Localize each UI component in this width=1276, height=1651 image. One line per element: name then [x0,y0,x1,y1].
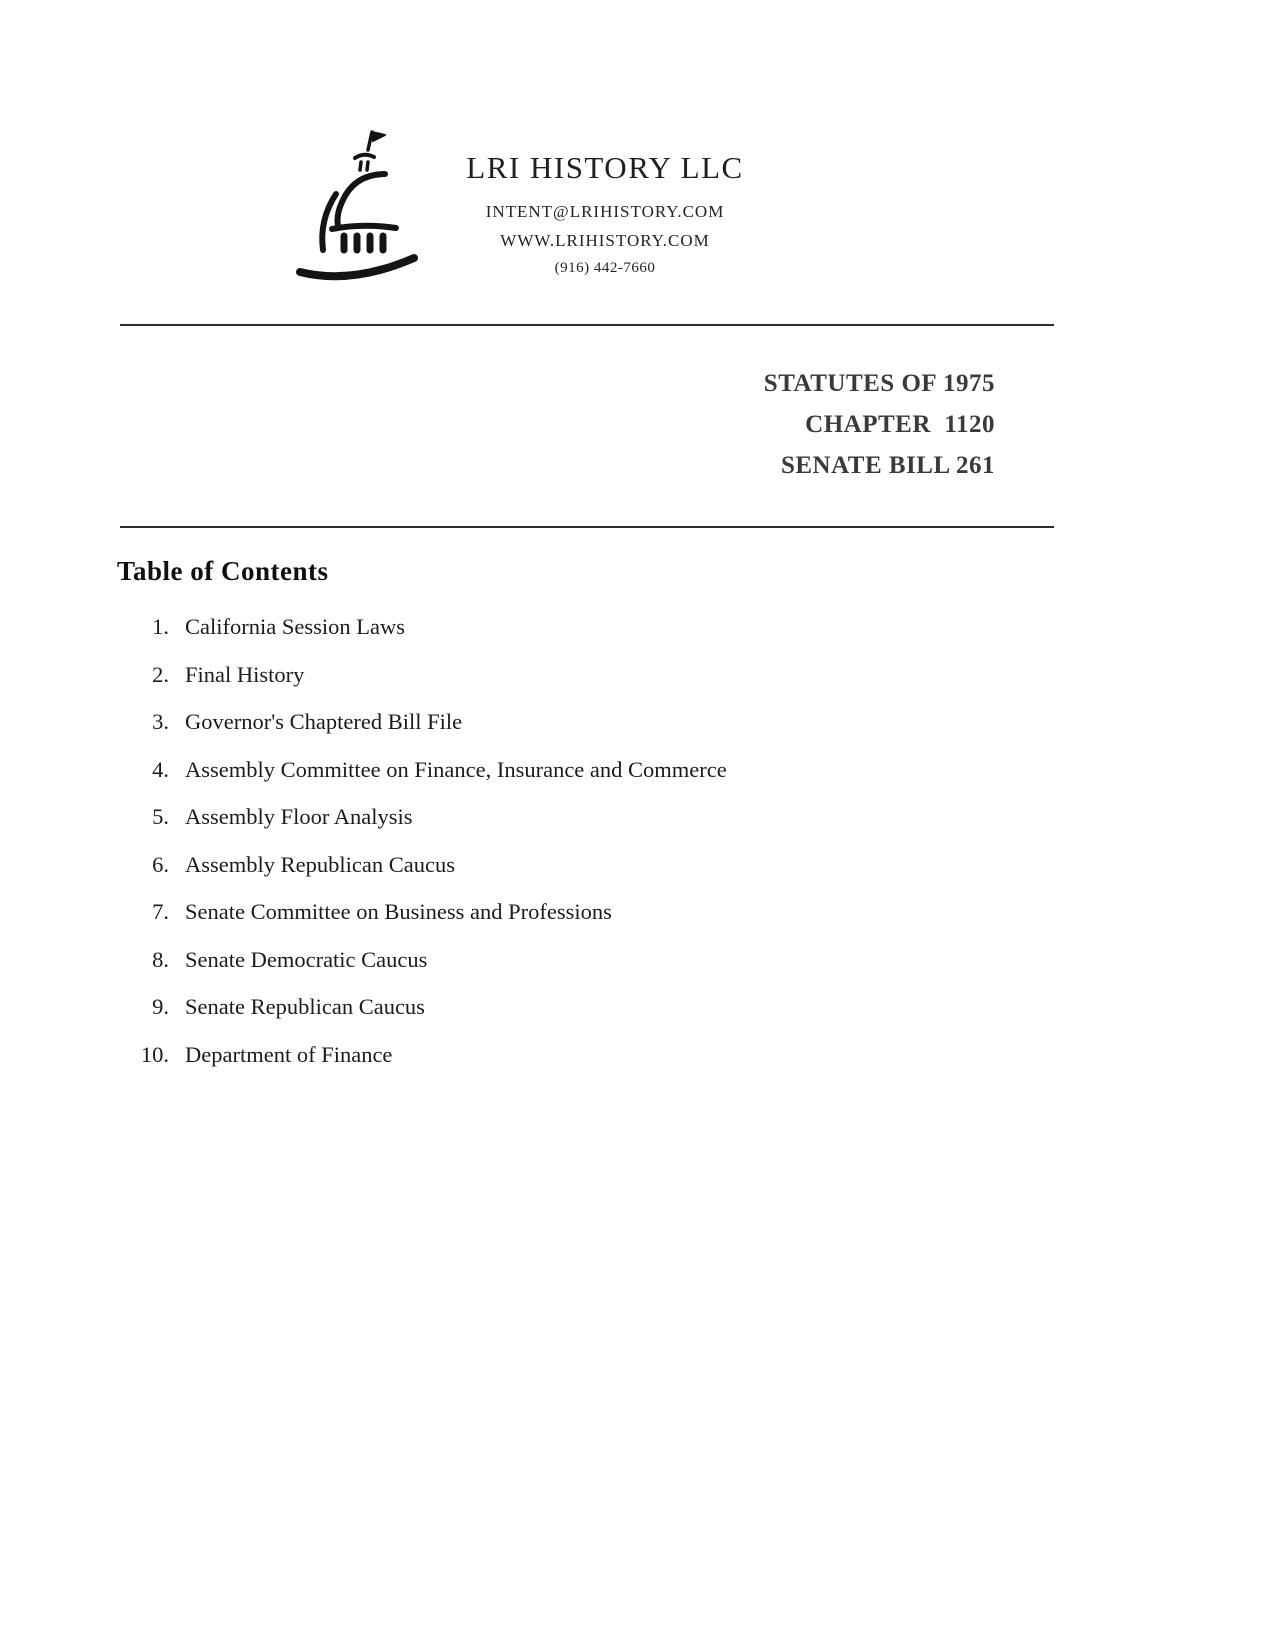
toc-item-number: 4. [152,756,169,782]
toc-item [117,994,1017,1042]
toc-item-label: Assembly Floor Analysis [185,804,413,829]
website-text: WWW.LRIHISTORY.COM [500,231,710,250]
toc-item [117,1042,1017,1090]
toc-list [117,614,1017,1089]
toc-item-number: 7. [152,899,169,924]
toc-item [117,662,1017,710]
email-text: INTENT@LRIHISTORY.COM [485,202,725,221]
toc-item [117,757,1017,805]
toc-item-label: Senate Committee on Business and Professions [185,899,612,924]
toc-item-label: California Session Laws [185,614,405,639]
toc-item-number: 9. [152,994,169,1019]
toc-item-number: 6. [152,851,169,877]
toc-title: Table of Contents [117,556,329,586]
toc-item [117,614,1017,662]
chapter-line: CHAPTER 1120 [805,411,995,438]
toc-item-label: Assembly Committee on Finance, Insurance and Commerce [185,756,727,782]
toc-item [117,804,1017,852]
toc-item-label: Assembly Republican Caucus [185,851,455,877]
toc-item [117,709,1017,757]
toc-item-label: Final History [185,661,305,687]
toc-item-label: Department of Finance [185,1041,393,1067]
toc-item-number: 2. [152,661,169,687]
bill-info [400,363,995,486]
toc-item [117,899,1017,947]
toc-item-number: 1. [152,614,169,639]
toc-item-number: 5. [152,804,169,829]
phone-text: (916) 442-7660 [554,260,656,276]
toc-item [117,852,1017,900]
toc-item-number: 10. [140,1041,169,1067]
senate-bill-line: SENATE BILL 261 [780,452,995,479]
toc-item-number: 3. [152,709,169,734]
toc-item [117,947,1017,995]
company-name: LRI HISTORY LLC [466,150,744,185]
divider-top [120,324,1054,326]
toc-item-label: Governor's Chaptered Bill File [185,709,463,734]
toc-item-number: 8. [152,946,169,972]
toc-item-label: Senate Republican Caucus [185,994,425,1019]
toc-item-label: Senate Democratic Caucus [185,946,428,972]
statutes-line: STATUTES OF 1975 [763,370,995,397]
divider-bottom [120,526,1054,528]
header [400,150,810,277]
